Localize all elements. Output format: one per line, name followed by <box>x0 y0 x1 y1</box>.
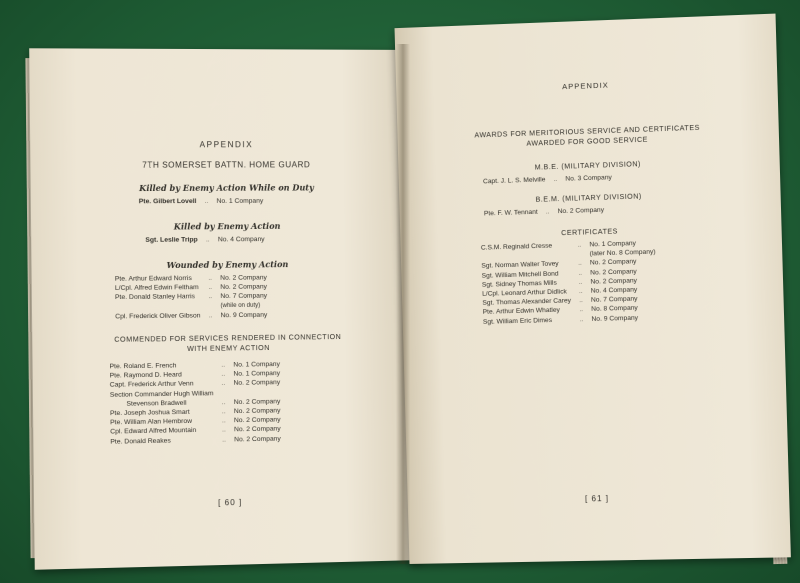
name-cell: Section Commander Hugh William <box>109 389 214 399</box>
company-cell: No. 9 Company <box>591 314 639 323</box>
company-cell: No. 2 Company <box>590 277 638 286</box>
table-row <box>481 173 614 187</box>
name-cell: C.S.M. Reginald Cresse <box>480 242 553 252</box>
dots-cell: .. <box>208 293 213 301</box>
name-cell: Cpl. Edward Alfred Mountain <box>110 427 197 436</box>
name-cell: Sgt. Leslie Tripp <box>145 236 198 244</box>
dots-cell: .. <box>578 287 583 296</box>
dots-cell: .. <box>221 408 226 416</box>
open-booklet <box>18 14 788 574</box>
dots-cell: .. <box>222 426 226 434</box>
dots-cell: .. <box>221 380 226 388</box>
commended-table <box>107 360 282 447</box>
company-cell: No. 7 Company <box>590 295 638 305</box>
company-cell: No. 2 Company <box>589 258 637 267</box>
right-page <box>395 14 791 564</box>
certificates-heading: CERTIFICATES <box>561 228 619 238</box>
dots-cell: .. <box>578 278 583 286</box>
company-note-cell: (later No. 8 Company) <box>589 248 656 258</box>
company-cell: No. 1 Company <box>233 370 281 378</box>
bem-table <box>482 206 606 219</box>
section-heading-killed-on-duty: Killed by Enemy Action While on Duty <box>139 182 314 194</box>
wounded-table <box>113 273 270 321</box>
dots-cell <box>572 250 588 260</box>
company-cell: No. 2 Company <box>233 398 281 406</box>
dots-cell: .. <box>578 269 583 277</box>
dots-cell: .. <box>579 306 584 314</box>
book-gutter <box>396 44 410 564</box>
company-cell: No. 7 Company <box>220 292 268 301</box>
dots-cell <box>216 388 232 398</box>
killed-table <box>143 235 266 245</box>
company-cell: No. 3 Company <box>565 174 612 183</box>
dots-cell: .. <box>579 297 583 305</box>
certificates-table <box>479 238 660 326</box>
company-cell: No. 2 Company <box>557 206 605 216</box>
dots-cell: .. <box>221 370 226 379</box>
dots-cell: .. <box>208 312 213 320</box>
dots-cell: .. <box>221 417 226 425</box>
awards-heading-line-1: AWARDS FOR MERITORIOUS SERVICE AND CERTIFICATES <box>474 124 700 140</box>
page-number-left: [ 60 ] <box>218 497 243 508</box>
dots-cell: .. <box>577 241 582 249</box>
name-cell: Pte. William Alan Hembrow <box>110 418 193 427</box>
company-cell: No. 2 Company <box>590 267 637 277</box>
dots-cell: .. <box>221 398 226 407</box>
dots-cell <box>202 302 218 311</box>
section-heading-wounded: Wounded by Enemy Action <box>166 259 289 271</box>
killed-on-duty-table <box>137 197 266 207</box>
table-row <box>143 235 266 245</box>
name-cell: L/Cpl. Alfred Edwin Feltham <box>114 284 199 293</box>
dots-cell: .. <box>221 361 226 369</box>
name-cell: Pte. Roland E. French <box>109 362 177 371</box>
name-cell: Pte. Arthur Edwin Whatley <box>482 307 561 317</box>
company-cell: No. 9 Company <box>220 311 268 320</box>
name-cell: Pte. Donald Reakes <box>110 437 171 446</box>
company-cell: No. 2 Company <box>233 416 281 425</box>
section-heading-killed: Killed by Enemy Action <box>173 220 281 232</box>
name-cell: Stevenson Bradwell <box>126 399 187 408</box>
name-cell: L/Cpl. Leonard Arthur Didlick <box>482 288 567 298</box>
dots-cell: .. <box>208 274 213 282</box>
name-cell: Sgt. Sidney Thomas Mills <box>481 279 557 289</box>
company-cell: No. 4 Company <box>590 286 638 295</box>
running-head: APPENDIX <box>562 80 609 92</box>
company-cell: No. 2 Company <box>220 274 267 282</box>
dots-cell: .. <box>579 315 584 323</box>
awards-heading-line-2: AWARDED FOR GOOD SERVICE <box>526 136 648 148</box>
left-page <box>29 48 422 569</box>
company-cell: No. 1 Company <box>233 360 280 369</box>
mbe-table <box>481 173 614 187</box>
name-cell: Pte. Arthur Edward Norris <box>114 274 192 283</box>
company-cell: No. 2 Company <box>233 425 281 434</box>
name-cell: Pte. Joseph Joshua Smart <box>109 408 190 418</box>
dots-cell: .. <box>545 208 550 216</box>
name-cell: Capt. J. L. S. Melville <box>482 176 546 186</box>
name-cell: Capt. Frederick Arthur Venn <box>109 380 194 390</box>
name-cell: Sgt. Norman Walter Tovey <box>481 260 559 271</box>
company-cell: No. 2 Company <box>233 407 281 416</box>
company-note-cell: (while on duty) <box>220 302 261 309</box>
company-cell: No. 4 Company <box>217 235 265 244</box>
dots-cell: .. <box>205 236 210 244</box>
name-cell: Pte. Donald Stanley Harris <box>114 293 196 302</box>
company-cell: No. 1 Company <box>589 240 637 249</box>
name-cell: Sgt. William Mitchell Bond <box>481 270 559 280</box>
left-page-subtitle: 7TH SOMERSET BATTN. HOME GUARD <box>142 160 311 170</box>
table-row <box>113 310 269 321</box>
name-cell: Pte. Raymond D. Heard <box>109 371 182 380</box>
name-cell: Pte. F. W. Tennant <box>483 208 538 218</box>
company-cell: No. 8 Company <box>591 304 638 314</box>
name-cell: Sgt. William Eric Dimes <box>482 316 553 326</box>
commended-heading-line-1: COMMENDED FOR SERVICES RENDERED IN CONNECTION <box>114 333 342 344</box>
name-cell: Cpl. Frederick Oliver Gibson <box>115 312 201 321</box>
dots-cell: .. <box>208 284 213 292</box>
name-cell: Pte. Gilbert Lovell <box>138 197 197 206</box>
dots-cell: .. <box>204 197 209 205</box>
table-row <box>482 206 606 219</box>
mbe-heading: M.B.E. (MILITARY DIVISION) <box>534 161 641 172</box>
bem-heading: B.E.M. (MILITARY DIVISION) <box>535 193 642 204</box>
company-cell: No. 2 Company <box>234 435 281 444</box>
left-page-title: APPENDIX <box>199 140 254 150</box>
table-row <box>137 197 266 207</box>
dots-cell: .. <box>222 436 226 444</box>
company-cell: No. 2 Company <box>220 283 267 292</box>
page-number-right: [ 61 ] <box>584 493 610 504</box>
commended-heading-line-2: WITH ENEMY ACTION <box>187 344 270 354</box>
dots-cell: .. <box>553 175 558 184</box>
company-cell: No. 2 Company <box>233 379 281 388</box>
dots-cell: .. <box>578 260 582 268</box>
company-cell: No. 1 Company <box>216 197 264 205</box>
name-cell: Sgt. Thomas Alexander Carey <box>482 297 572 308</box>
